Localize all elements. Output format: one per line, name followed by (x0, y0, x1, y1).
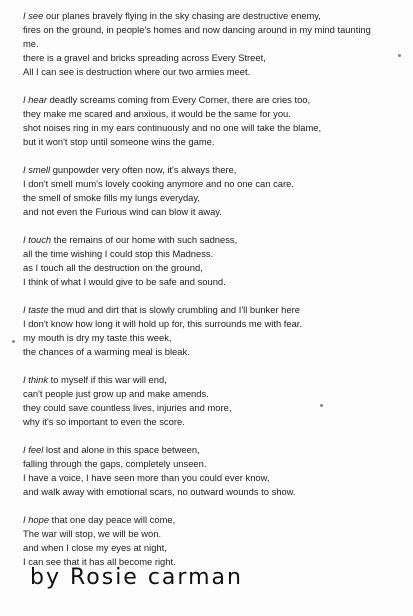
poem-line: why it's so important to even the score. (23, 416, 185, 427)
stanza-opening-words: I think (23, 374, 49, 385)
poem-line: The war will stop, we will be won. (23, 528, 162, 539)
stanza (23, 513, 408, 569)
poem-line: my mouth is dry my taste this week, (23, 332, 172, 343)
poem-line: falling through the gaps, completely unseen. (23, 458, 207, 469)
stanza-opening-words: I hear (23, 94, 47, 105)
stanza-first-line (23, 303, 408, 317)
stanza-first-line (23, 93, 408, 107)
stanza-first-line (23, 373, 408, 387)
stanza-first-line-text: that one day peace will come, (49, 514, 176, 525)
stanza-first-line (23, 163, 408, 177)
poem-line: shot noises ring in my ears continuously and no one will take the blame, (23, 122, 322, 133)
scan-speck (12, 340, 15, 343)
stanza-first-line-text: deadly screams coming from Every Corner, there are cries too, (46, 94, 311, 105)
stanza-opening-words: I taste (23, 304, 49, 315)
poem-line: and walk away with emotional scars, no outward wounds to show. (23, 486, 296, 497)
stanza (23, 9, 408, 79)
stanza (23, 93, 408, 149)
stanza (23, 163, 408, 219)
stanza-opening-words: I feel (23, 444, 44, 455)
stanza-first-line-text: gunpowder very often now, it's always there, (50, 164, 237, 175)
stanza-opening-words: I hope (23, 514, 50, 525)
poem-line: and not even the Furious wind can blow it away. (23, 206, 222, 217)
stanza-first-line (23, 233, 408, 247)
poem-line: they make me scared and anxious, it would be the same for you. (23, 108, 291, 119)
poem-line: can't people just grow up and make amends. (23, 388, 209, 399)
poem-line: I have a voice, I have seen more than you could ever know, (23, 472, 270, 483)
poem-line: all the time wishing I could stop this Madness. (23, 248, 214, 259)
poem-line: me. (23, 38, 39, 49)
stanza-opening-words: I smell (23, 164, 51, 175)
poem-line: I think of what I would give to be safe and sound. (23, 276, 226, 287)
poem-line: they could save countless lives, injuries and more, (23, 402, 232, 413)
poem-line: there is a gravel and bricks spreading across Every Street, (23, 52, 266, 63)
stanza (23, 303, 408, 359)
stanza (23, 373, 408, 429)
poem-line: All I can see is destruction where our two armies meet. (23, 66, 251, 77)
scan-speck (320, 404, 323, 407)
stanza-first-line-text: lost and alone in this space between, (43, 444, 200, 455)
stanza-first-line-text: our planes bravely flying in the sky chasing are destructive enemy, (43, 10, 321, 21)
poem-line: I can see that it has all become right. (23, 556, 176, 567)
stanza (23, 233, 408, 289)
author-signature: by Rosie carman (30, 565, 243, 590)
stanza (23, 443, 408, 499)
poem-line: as I touch all the destruction on the ground, (23, 262, 203, 273)
stanza-opening-words: I see (23, 10, 44, 21)
poem-line: I don't know how long it will hold up for, this surrounds me with fear. (23, 318, 303, 329)
stanza-first-line (23, 9, 408, 23)
poem-body (23, 9, 408, 583)
poem-line: I don't smell mum's lovely cooking anymore and no one can care. (23, 178, 294, 189)
poem-line: fires on the ground, in people's homes and now dancing around in my mind taunting (23, 24, 371, 35)
stanza-first-line-text: the remains of our home with such sadness, (51, 234, 238, 245)
stanza-opening-words: I touch (23, 234, 52, 245)
stanza-first-line-text: the mud and dirt that is slowly crumbling and I'll bunker here (48, 304, 300, 315)
scan-speck (398, 54, 401, 57)
poem-line: the chances of a warming meal is bleak. (23, 346, 190, 357)
poem-line: and when I close my eyes at night, (23, 542, 167, 553)
poem-line: but it won't stop until someone wins the game. (23, 136, 215, 147)
stanza-first-line-text: to myself if this war will end, (48, 374, 167, 385)
poem-line: the smell of smoke fills my lungs everyday, (23, 192, 200, 203)
stanza-first-line (23, 513, 408, 527)
stanza-first-line (23, 443, 408, 457)
